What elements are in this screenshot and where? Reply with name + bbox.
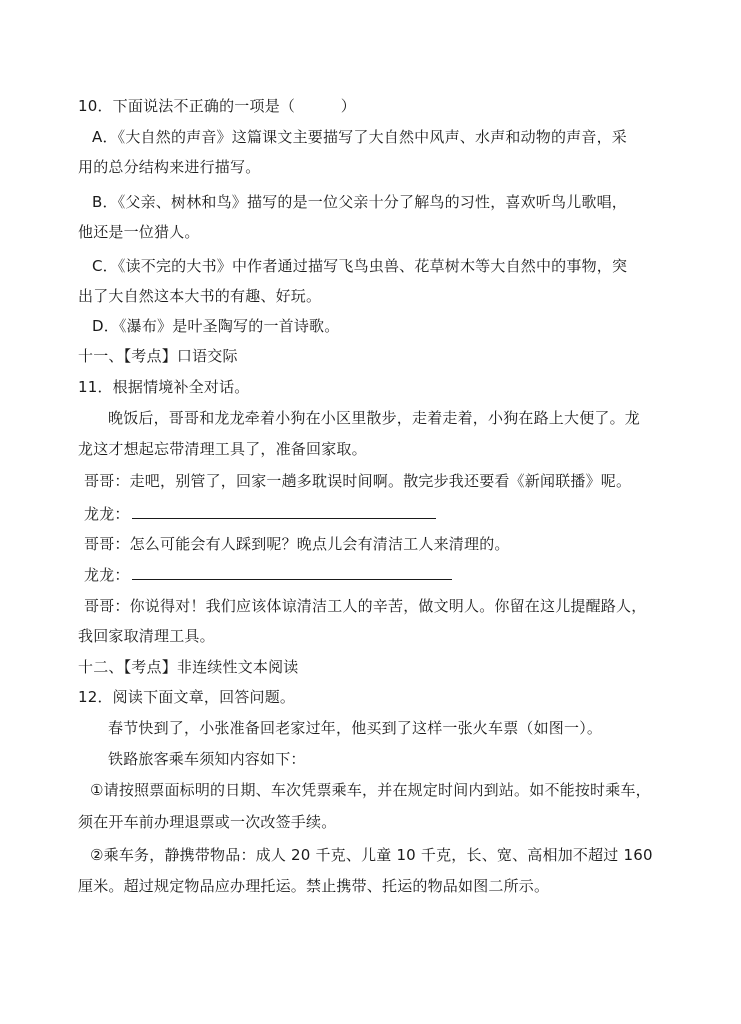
q10-option-a-line2: 用的总分结构来进行描写。 — [78, 158, 261, 176]
q10-stem: 10．下面说法不正确的一项是（ ） — [78, 97, 356, 115]
q10-option-c-line1: C．《读不完的大书》中作者通过描写飞鸟虫兽、花草树木等大自然中的事物，突 — [92, 257, 628, 275]
q11-context-line2: 龙这才想起忘带清理工具了，准备回家取。 — [78, 440, 367, 458]
q12-rule2-line1: ②乘车务，静携带物品：成人 20 千克、儿童 10 千克，长、宽、高相加不超过 160 — [90, 846, 653, 864]
q11-context-line1: 晚饭后，哥哥和龙龙牵着小狗在小区里散步，走着走着，小狗在路上大便了。龙 — [108, 409, 641, 427]
q12-stem: 12．阅读下面文章，回答问题。 — [78, 688, 296, 706]
section11-heading: 十一、【考点】口语交际 — [78, 347, 238, 365]
q10-option-c-line2: 出了大自然这本大书的有趣、好玩。 — [78, 287, 322, 305]
q11-stem: 11．根据情境补全对话。 — [78, 378, 250, 396]
q11-gege-line3b: 我回家取清理工具。 — [78, 627, 215, 645]
q11-longlong-answer-1 — [84, 504, 436, 524]
q11-gege-line1: 哥哥：走吧，别管了，回家一趟多耽误时间啊。散完步我还要看《新闻联播》呢。 — [84, 472, 632, 490]
q12-rule1-line1: ①请按照票面标明的日期、车次凭票乘车，并在规定时间内到站。如不能按时乘车， — [90, 781, 651, 799]
q11-gege-line3a: 哥哥：你说得对！我们应该体谅清洁工人的辛苦，做文明人。你留在这儿提醒路人， — [84, 597, 647, 615]
q12-rule2-line2: 厘米。超过规定物品应办理托运。禁止携带、托运的物品如图二所示。 — [78, 877, 550, 895]
q12-para2: 铁路旅客乘车须知内容如下： — [108, 750, 306, 768]
answer-blank-1[interactable] — [132, 504, 436, 519]
q11-longlong-answer-2 — [84, 565, 452, 585]
q10-option-b-line1: B．《父亲、树林和鸟》描写的是一位父亲十分了解鸟的习性，喜欢听鸟儿歌唱， — [92, 193, 627, 211]
section12-heading: 十二、【考点】非连续性文本阅读 — [78, 658, 299, 676]
q11-gege-line2: 哥哥：怎么可能会有人踩到呢？晚点儿会有清洁工人来清理的。 — [84, 535, 510, 553]
q10-option-d: D．《瀑布》是叶圣陶写的一首诗歌。 — [92, 317, 340, 335]
q10-option-a-line1: A．《大自然的声音》这篇课文主要描写了大自然中风声、水声和动物的声音，采 — [92, 128, 627, 146]
answer-blank-2[interactable] — [132, 565, 452, 580]
longlong-label-1: 龙龙： — [84, 505, 130, 523]
q10-option-b-line2: 他还是一位猎人。 — [78, 223, 200, 241]
q12-para1: 春节快到了，小张准备回老家过年，他买到了这样一张火车票（如图一）。 — [108, 719, 603, 737]
q12-rule1-line2: 须在开车前办理退票或一次改签手续。 — [78, 813, 337, 831]
longlong-label-2: 龙龙： — [84, 566, 130, 584]
